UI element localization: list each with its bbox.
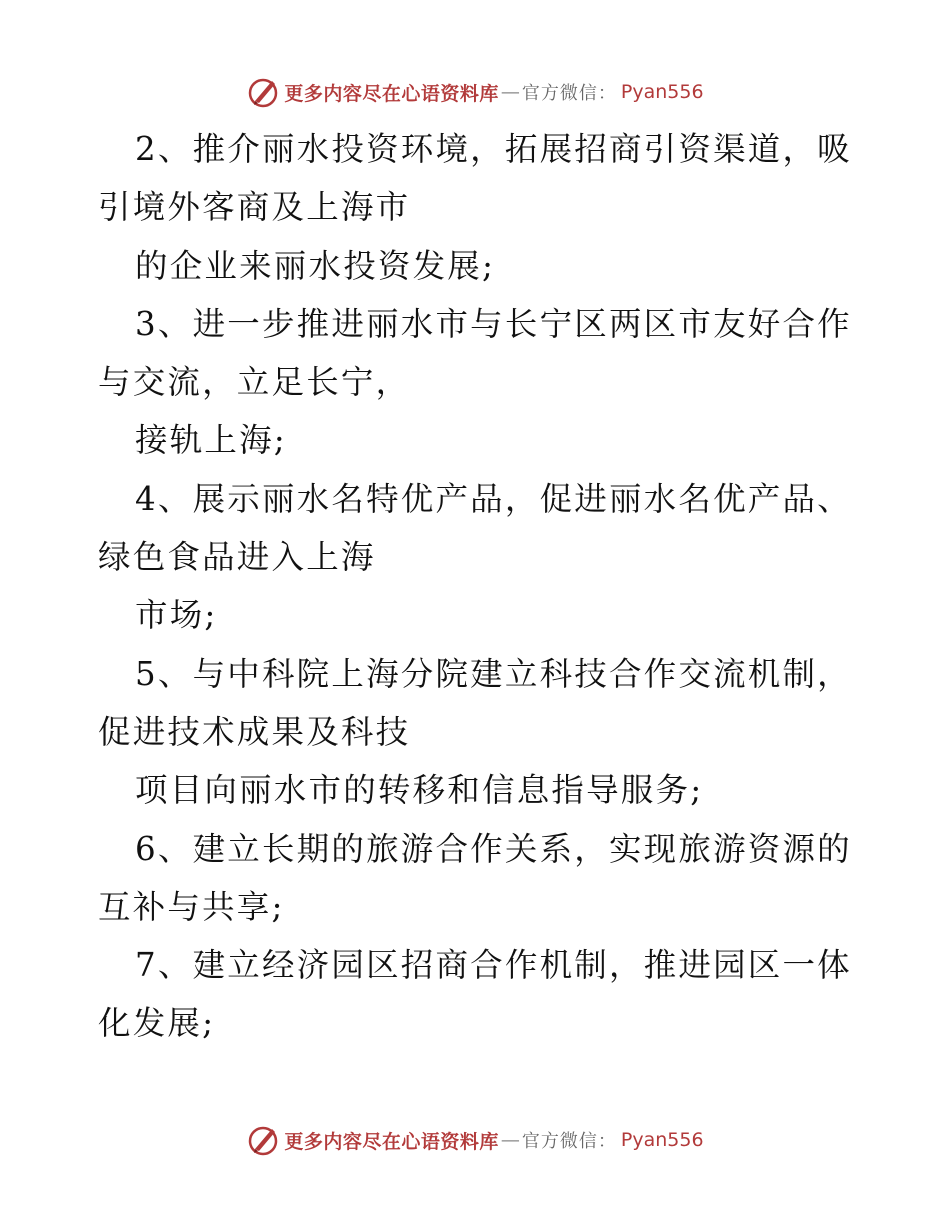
header-wechat-label: 官方微信： xyxy=(521,83,617,104)
footer-banner-separator: — xyxy=(500,1129,520,1151)
footer-banner xyxy=(0,1120,950,1160)
paragraph-line: 的企业来丽水投资发展; xyxy=(135,246,496,285)
paragraph-line: 互补与共享; xyxy=(98,887,285,926)
footer-banner-text: 更多内容尽在心语资料库 xyxy=(284,1130,499,1153)
paragraph-line: 引境外客商及上海市 xyxy=(98,188,411,227)
paragraph-line: 接轨上海; xyxy=(135,421,287,460)
paragraph-line: 2、推介丽水投资环境，拓展招商引资渠道，吸 xyxy=(135,130,852,168)
header-banner xyxy=(0,72,950,112)
paragraph-line: 绿色食品进入上海 xyxy=(98,538,376,577)
paragraph-line: 4、展示丽水名特优产品，促进丽水名优产品、 xyxy=(135,479,852,518)
paragraph-line: 市场; xyxy=(135,596,218,635)
paragraph-line: 5、与中科院上海分院建立科技合作交流机制， xyxy=(135,654,852,693)
paragraph-line: 3、进一步推进丽水市与长宁区两区市友好合作 xyxy=(135,304,852,343)
footer-wechat-label: 官方微信： xyxy=(521,1131,617,1152)
footer-wechat-id: Pyan556 xyxy=(620,1129,704,1151)
paragraph-line: 项目向丽水市的转移和信息指导服务; xyxy=(135,771,704,810)
paragraph-line: 7、建立经济园区招商合作机制，推进园区一体 xyxy=(135,946,852,985)
header-banner-text: 更多内容尽在心语资料库 xyxy=(284,82,499,105)
paragraph-line: 6、建立长期的旅游合作关系，实现旅游资源的 xyxy=(135,829,852,868)
paragraph-line: 促进技术成果及科技 xyxy=(98,712,411,751)
header-banner-separator: — xyxy=(500,81,520,103)
pen-logo-icon xyxy=(246,75,280,109)
pen-logo-icon xyxy=(246,1123,280,1157)
paragraph-line: 与交流，立足长宁， xyxy=(98,363,411,402)
header-wechat-id: Pyan556 xyxy=(620,81,704,103)
document-body xyxy=(98,120,852,1053)
paragraph-line: 化发展; xyxy=(98,1004,216,1043)
